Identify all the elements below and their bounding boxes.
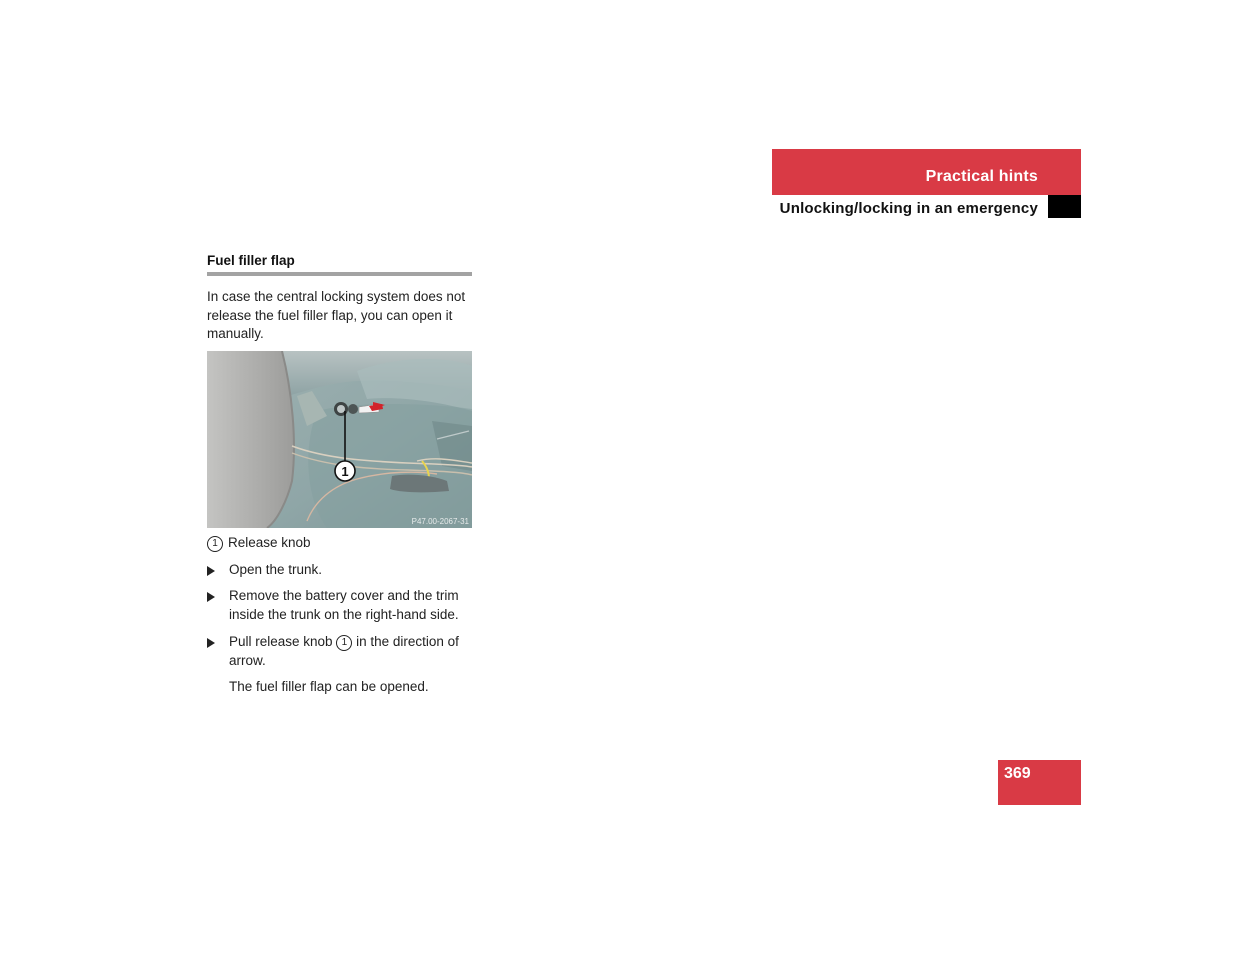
intro-paragraph: In case the central locking system does not release the fuel filler flap, you can open it manually. [207, 289, 466, 341]
bullet-arrow-icon [207, 592, 215, 602]
release-knob-illustration [207, 351, 472, 528]
list-item [207, 633, 475, 670]
caption-label: Release knob [228, 535, 311, 550]
step-text: Open the trunk. [229, 562, 323, 577]
thumb-index-marker [1048, 195, 1081, 218]
heading-rule [207, 272, 472, 276]
bullet-arrow-icon [207, 638, 215, 648]
step-text: Remove the battery cover and the trim inside the trunk on the right-hand side. [229, 588, 459, 622]
list-item [207, 561, 475, 580]
step-text-before: Pull release knob [229, 634, 333, 649]
subsection-title: Unlocking/locking in an emergency [779, 200, 1038, 217]
list-item [207, 587, 475, 624]
caption-number: 1 [207, 536, 223, 552]
step-text [229, 633, 475, 670]
figure-caption [207, 534, 475, 553]
section-heading: Fuel filler flap [207, 253, 295, 268]
figure-image-code: P47.00-2067-31 [411, 517, 469, 526]
bullet-arrow-icon [207, 566, 215, 576]
step-callout-number: 1 [336, 635, 352, 651]
result-text: The fuel filler flap can be opened. [229, 679, 429, 694]
section-title: Practical hints [925, 168, 1038, 185]
page-number: 369 [1004, 765, 1031, 782]
figure-callout-number: 1 [341, 464, 349, 479]
step-text-after: in the direction of arrow. [229, 634, 459, 668]
